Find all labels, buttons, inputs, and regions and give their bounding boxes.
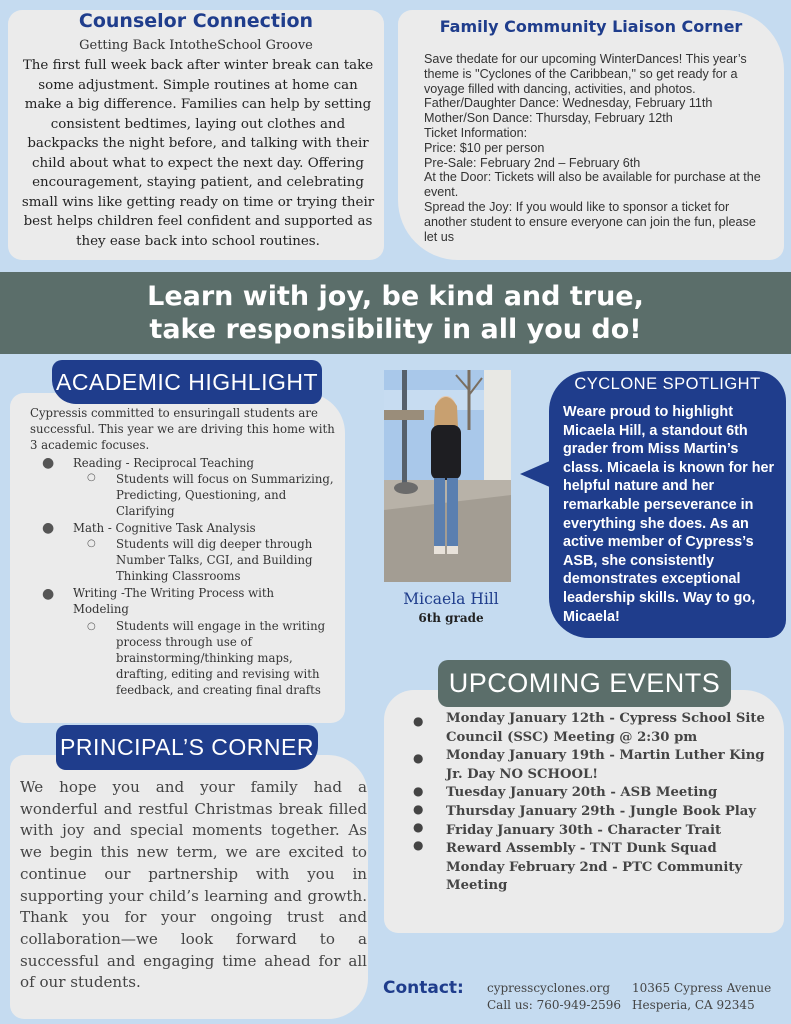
motto-banner [0,272,791,354]
event-item: Friday January 30th - Character Trait Reward Assembly - TNT Dunk Squad [446,822,722,857]
counselor-title: Counselor Connection [78,10,314,32]
principal-body: We hope you and your family had a wonderful and restful Christmas break filled with joy and special moments together. As we begin this new term, we are excited to continue our partnership with you in supporting your child’s learning and growth. Thank you for your ongoing trust and collaboration—we look forward to a successful and engaging time ahead for all of our students. [20,778,367,992]
speech-bubble-tail [520,460,552,488]
focus-detail: Students will focus on Summarizing, Predicting, Questioning, and Clarifying [116,472,334,518]
event-item: Thursday January 29th - Jungle Book Play [446,803,757,819]
event-item: Tuesday January 20th - ASB Meeting [446,785,718,801]
family-line: Save thedate for our upcoming WinterDances! This year’s theme is "Cyclones of the Caribbean," so get ready for a voyage filled with dancing, activities, and photos. [424,52,747,96]
circle-bullet-icon: ○ [87,472,96,483]
student-photo-illustration [384,370,511,582]
circle-bullet-icon: ○ [87,621,96,632]
motto-line-2: take responsibility in all you do! [149,314,642,345]
contact-label: Contact: [383,978,464,998]
student-name: Micaela Hill [403,590,499,608]
event-item: Monday January 12th - Cypress School Site Council (SSC) Meeting @ 2:30 pm [446,711,765,745]
family-line: Pre-Sale: February 2nd – February 6th [424,155,641,170]
bullet-icon: ● [413,838,424,852]
spotlight-title: CYCLONE SPOTLIGHT [574,375,761,393]
academic-title: ACADEMIC HIGHLIGHT [52,360,322,404]
family-liaison-body [424,52,764,244]
bullet-icon: ● [42,586,55,602]
contact-phone[interactable]: Call us: 760-949-2596 [487,998,622,1012]
principal-title: PRINCIPAL’S CORNER [56,725,318,770]
bullet-icon: ● [413,820,424,834]
family-line: Spread the Joy: If you would like to sponsor a ticket for another student to ensure everyone can join the fun, please let us [424,199,756,244]
focus-label: Writing -The Writing Process with Modeling [73,586,275,616]
bullet-icon: ● [413,751,424,765]
events-title: UPCOMING EVENTS [438,660,731,707]
family-liaison-title: Family Community Liaison Corner [439,17,743,36]
bullet-icon: ● [42,520,55,536]
circle-bullet-icon: ○ [87,538,96,549]
bullet-icon: ● [413,714,424,728]
focus-detail: Students will dig deeper through Number Talks, CGI, and Building Thinking Classrooms [116,537,313,583]
family-line: Father/Daughter Dance: Wednesday, February 11th [424,96,713,111]
contact-address-line-1: 10365 Cypress Avenue [632,981,772,995]
counselor-body: The first full week back after winter break can take some adjustment. Simple routines at home can make a big difference. Families can help by setting consistent bedtimes, laying out clothes and backpacks the night before, and talking with their child about what to expect the next day. Offering encouragement, staying patient, and celebrating small wins like getting ready on time or trying their best helps children feel confident and supported as they ease back into school routines. [21,58,375,249]
family-line: Ticket Information: [424,125,528,140]
bullet-icon: ● [42,455,55,471]
family-line: Price: $10 per person [424,140,545,155]
focus-detail: Students will engage in the writing process through use of brainstorming/thinking maps, drafting, editing and revising with feedback, and creating final drafts [116,619,326,697]
student-grade: 6th grade [418,611,484,625]
contact-address-line-2: Hesperia, CA 92345 [632,998,755,1012]
event-item: Monday January 19th - Martin Luther King Jr. Day NO SCHOOL! [446,748,765,782]
focus-label: Math - Cognitive Task Analysis [73,521,256,535]
focus-label: Reading - Reciprocal Teaching [73,456,254,470]
academic-intro: Cypressis committed to ensuringall students are successful. This year we are driving this home with 3 academic focuses. [30,406,335,452]
bullet-icon: ● [413,802,424,816]
counselor-subtitle: Getting Back IntotheSchool Groove [79,38,313,53]
contact-website[interactable]: cypresscyclones.org [487,981,611,995]
event-item: Monday February 2nd - PTC Community Meeting [446,859,743,894]
motto-line-1: Learn with joy, be kind and true, [147,281,644,312]
spotlight-body: Weare proud to highlight Micaela Hill, a standout 6th grader from Miss Martin’s class. Micaela is known for her helpful nature and her remarkable perseverance in everything she does. As an active member of Cypress’s ASB, she consistently demonstrates exceptional leadership skills. Way to go, Micaela! [563,404,775,625]
family-line: At the Door: Tickets will also be available for purchase at the event. [424,170,761,200]
events-list [446,710,766,896]
bullet-icon: ● [413,784,424,798]
family-line: Mother/Son Dance: Thursday, February 12th [424,111,673,126]
student-photo [384,370,511,582]
